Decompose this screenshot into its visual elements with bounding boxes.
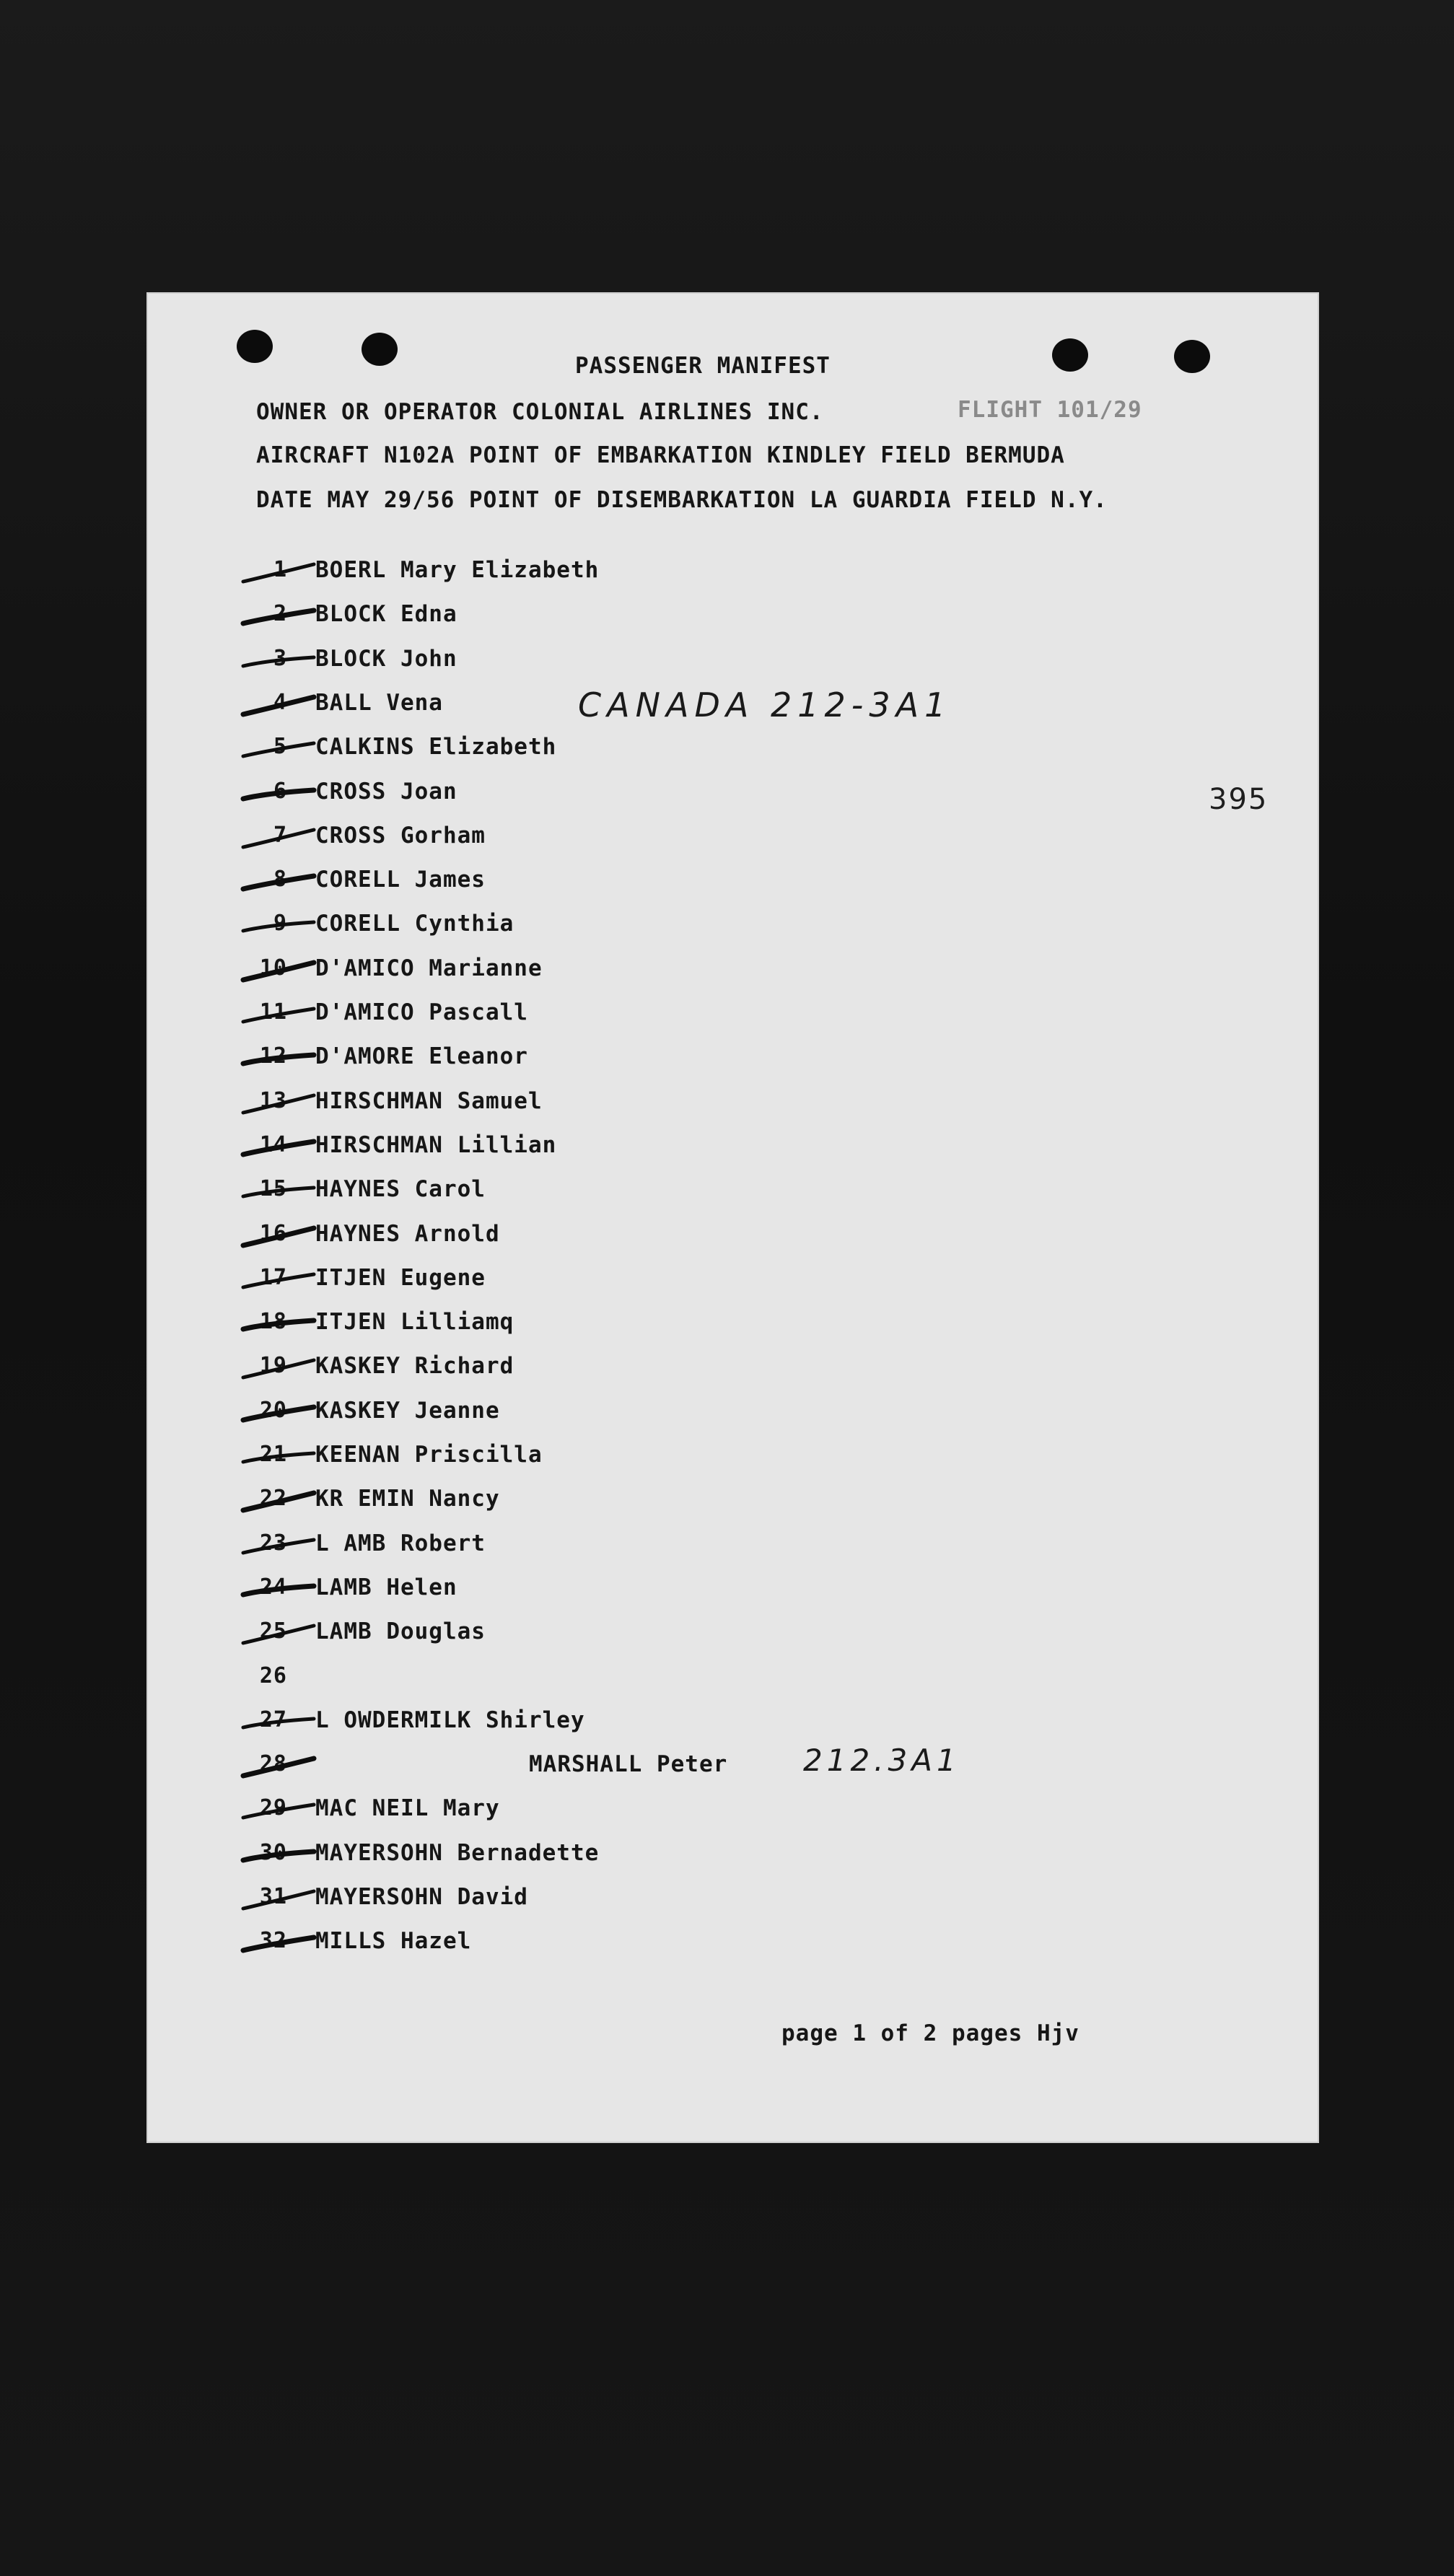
page-count-note: page 1 of 2 pages Hjv	[781, 2020, 1079, 2046]
passenger-number: 30	[259, 1839, 287, 1865]
passenger-number: 14	[259, 1131, 287, 1157]
canada-annotation: CANADA 212-3A1	[578, 685, 952, 724]
passenger-row	[146, 1618, 1319, 1659]
aircraft-line: AIRCRAFT N102A POINT OF EMBARKATION KINDLEY FIELD BERMUDA	[256, 442, 1065, 468]
passenger-name: MAC NEIL Mary	[315, 1795, 500, 1822]
passenger-number: 19	[259, 1353, 287, 1379]
passenger-name: HIRSCHMAN Samuel	[315, 1087, 543, 1114]
passenger-name: HAYNES Arnold	[315, 1220, 500, 1247]
passenger-number: 25	[259, 1618, 287, 1644]
passenger-name: MARSHALL Peter	[529, 1751, 728, 1778]
passenger-number: 3	[273, 645, 287, 671]
passenger-name: LAMB Douglas	[315, 1618, 486, 1645]
passenger-name: LAMB Helen	[315, 1574, 457, 1600]
passenger-number: 9	[273, 911, 287, 937]
marshall-code-annotation: 212.3A1	[803, 1743, 960, 1778]
owner-line: OWNER OR OPERATOR COLONIAL AIRLINES INC.	[256, 399, 824, 425]
passenger-row	[146, 646, 1319, 686]
passenger-name: D'AMICO Marianne	[315, 955, 543, 981]
passenger-name: BALL Vena	[315, 689, 443, 716]
passenger-row	[146, 1530, 1319, 1571]
passenger-row	[146, 690, 1319, 730]
passenger-name: D'AMORE Eleanor	[315, 1043, 528, 1070]
passenger-number: 8	[273, 867, 287, 893]
passenger-row	[146, 1221, 1319, 1261]
punch-hole-1	[237, 330, 273, 363]
passenger-number: 15	[259, 1176, 287, 1202]
passenger-number: 7	[273, 822, 287, 848]
passenger-number: 11	[259, 999, 287, 1025]
passenger-number: 12	[259, 1043, 287, 1069]
passenger-row	[146, 1088, 1319, 1129]
passenger-name: HAYNES Carol	[315, 1176, 486, 1203]
passenger-row	[146, 734, 1319, 774]
passenger-name: D'AMICO Pascall	[315, 999, 528, 1025]
passenger-name: BOERL Mary Elizabeth	[315, 557, 600, 583]
passenger-row	[146, 601, 1319, 641]
passenger-row	[146, 1707, 1319, 1748]
passenger-name: CORELL James	[315, 867, 486, 893]
passenger-row	[146, 1265, 1319, 1305]
passenger-row	[146, 867, 1319, 907]
passenger-row	[146, 1884, 1319, 1924]
passenger-name: MILLS Hazel	[315, 1928, 472, 1955]
passenger-name: CROSS Joan	[315, 778, 457, 805]
passenger-name: L AMB Robert	[315, 1530, 486, 1556]
passenger-row	[146, 823, 1319, 863]
passenger-row	[146, 1751, 1319, 1792]
passenger-number: 18	[259, 1309, 287, 1335]
passenger-name: L OWDERMILK Shirley	[315, 1707, 585, 1733]
passenger-row	[146, 911, 1319, 951]
passenger-name: HIRSCHMAN Lillian	[315, 1131, 557, 1158]
passenger-name: KASKEY Richard	[315, 1353, 514, 1380]
passenger-row	[146, 1043, 1319, 1084]
passenger-number: 28	[259, 1751, 287, 1777]
date-line: DATE MAY 29/56 POINT OF DISEMBARKATION LA GUARDIA FIELD N.Y.	[256, 487, 1108, 513]
passenger-number: 1	[273, 557, 287, 582]
passenger-number: 26	[259, 1662, 287, 1688]
passenger-row	[146, 1176, 1319, 1217]
passenger-number: 27	[259, 1707, 287, 1732]
passenger-name: ITJEN Eugene	[315, 1264, 486, 1291]
punch-hole-3	[1052, 338, 1088, 372]
manifest-page	[146, 292, 1319, 2143]
passenger-name: CROSS Gorham	[315, 822, 486, 849]
passenger-name: CORELL Cynthia	[315, 911, 514, 937]
punch-hole-2	[362, 333, 398, 366]
passenger-number: 24	[259, 1574, 287, 1600]
passenger-name: MAYERSOHN Bernadette	[315, 1839, 600, 1866]
passenger-row	[146, 1795, 1319, 1836]
passenger-name: BLOCK Edna	[315, 601, 457, 628]
passenger-number: 31	[259, 1884, 287, 1909]
passenger-name: KR EMIN Nancy	[315, 1486, 500, 1512]
passenger-name: KEENAN Priscilla	[315, 1442, 543, 1468]
passenger-name: BLOCK John	[315, 645, 457, 672]
passenger-row	[146, 779, 1319, 819]
passenger-row	[146, 1663, 1319, 1704]
passenger-number: 29	[259, 1795, 287, 1821]
passenger-name: KASKEY Jeanne	[315, 1397, 500, 1424]
passenger-name: ITJEN Lilliamq	[315, 1309, 514, 1336]
passenger-row	[146, 1309, 1319, 1349]
passenger-number: 6	[273, 778, 287, 804]
passenger-number: 2	[273, 601, 287, 627]
passenger-number: 32	[259, 1928, 287, 1954]
passenger-number: 5	[273, 734, 287, 760]
passenger-number: 23	[259, 1530, 287, 1556]
passenger-row	[146, 1928, 1319, 1968]
passenger-number: 22	[259, 1486, 287, 1512]
passenger-row	[146, 1840, 1319, 1880]
passenger-number: 13	[259, 1087, 287, 1113]
page-title: PASSENGER MANIFEST	[575, 353, 831, 379]
passenger-row	[146, 1132, 1319, 1173]
passenger-name: CALKINS Elizabeth	[315, 734, 557, 761]
passenger-number: 16	[259, 1220, 287, 1246]
passenger-row	[146, 1574, 1319, 1615]
passenger-row	[146, 1442, 1319, 1482]
passenger-name: MAYERSOHN David	[315, 1884, 528, 1910]
punch-hole-4	[1174, 340, 1210, 373]
flight-number: FLIGHT 101/29	[958, 397, 1142, 423]
passenger-row	[146, 1398, 1319, 1438]
passenger-row	[146, 1486, 1319, 1526]
passenger-number: 17	[259, 1264, 287, 1290]
passenger-number: 10	[259, 955, 287, 981]
page-stamp-number: 395	[1209, 783, 1269, 816]
passenger-row	[146, 955, 1319, 996]
passenger-row	[146, 999, 1319, 1040]
passenger-number: 20	[259, 1397, 287, 1423]
passenger-row	[146, 1353, 1319, 1393]
passenger-number: 21	[259, 1442, 287, 1467]
passenger-number: 4	[273, 689, 287, 715]
passenger-row	[146, 557, 1319, 597]
